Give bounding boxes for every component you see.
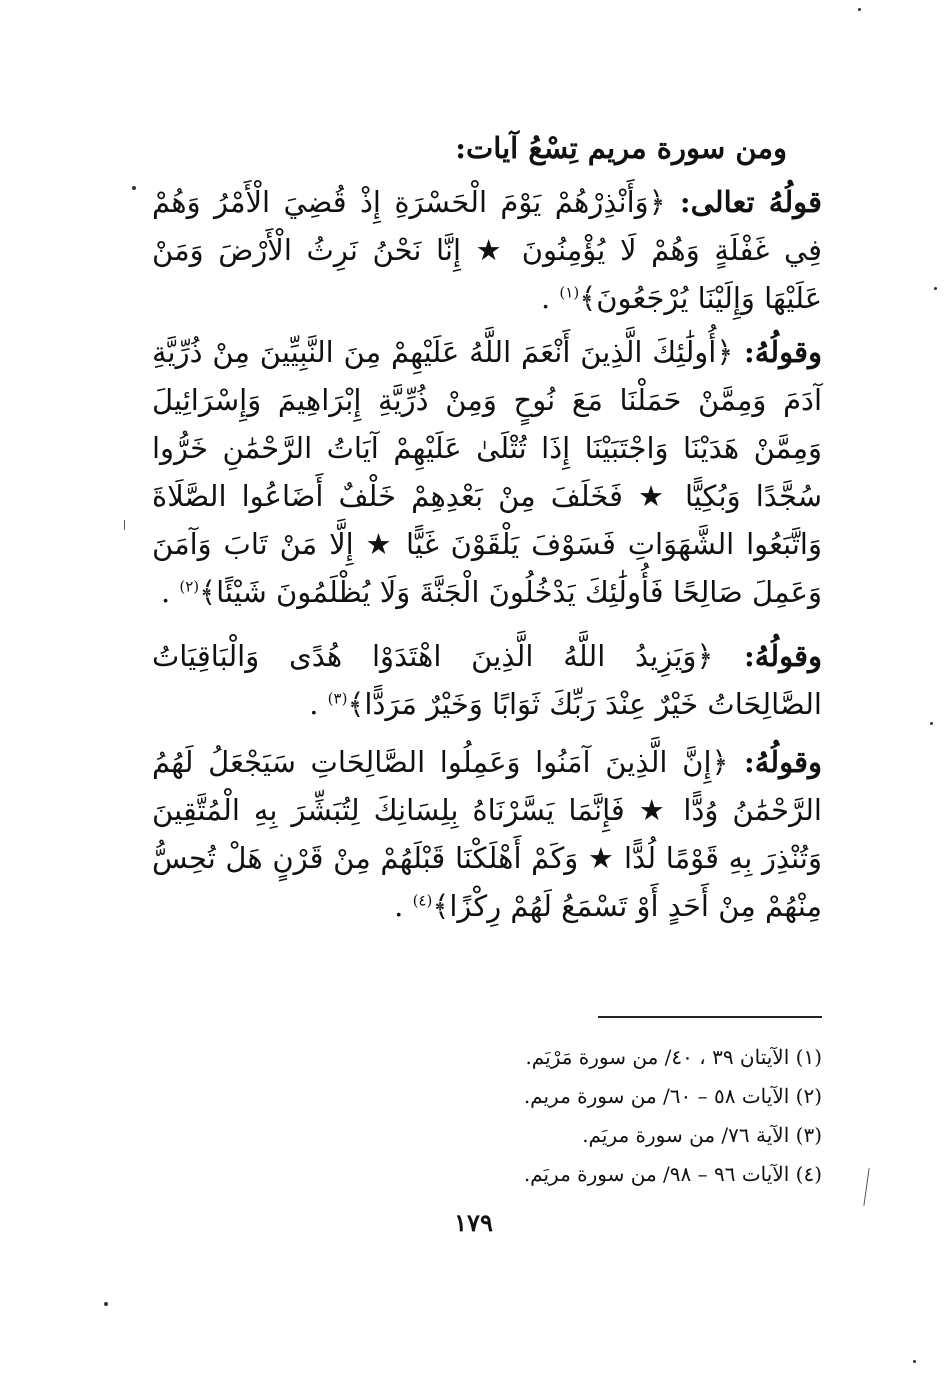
verse-paragraph-2	[152, 328, 822, 616]
scan-scratch	[124, 520, 125, 530]
footnotes	[322, 1038, 822, 1194]
footnote-divider	[598, 1016, 822, 1018]
footnote-reference: (٣)	[327, 689, 348, 708]
scan-speck	[132, 186, 136, 190]
footnote-4: (٤) الآيات ٩٦ – ٩٨/ من سورة مريَم.	[523, 1162, 822, 1186]
scan-speck	[913, 1360, 916, 1363]
scan-speck	[104, 1302, 108, 1306]
quran-verse-text: ﴿وَيَزِيدُ اللَّهُ الَّذِينَ اهْتَدَوْا هُدًى وَالْبَاقِيَاتُ الصَّالِحَاتُ خَيْرٌ عِنْدَ رَبِّكَ ثَوَابًا وَخَيْرٌ مَرَدًّا﴾	[152, 639, 822, 721]
footnote-reference: (٤)	[412, 891, 433, 910]
scan-speck	[934, 287, 937, 290]
verse-paragraph-1	[152, 178, 822, 322]
sentence-end: .	[540, 281, 560, 315]
footnote-3: (٣) الآية ٧٦/ من سورة مريَم.	[582, 1123, 822, 1147]
verse-paragraph-3	[152, 632, 822, 728]
footnote-1: (١) الآيتان ٣٩ ، ٤٠/ من سورة مَرْيَم.	[525, 1045, 822, 1069]
page-number: ١٧٩	[454, 1208, 493, 1237]
quran-verse-text: ﴿إِنَّ الَّذِينَ آمَنُوا وَعَمِلُوا الصَّالِحَاتِ سَيَجْعَلُ لَهُمُ الرَّحْمَٰنُ وُدًّا ★ فَإِنَّمَا يَسَّرْنَاهُ بِلِسَانِكَ لِتُبَشِّرَ بِهِ الْمُتَّقِينَ وَتُنْذِرَ بِهِ قَوْمًا لُدًّا ★ وَكَمْ أَهْلَكْنَا قَبْلَهُمْ مِنْ قَرْنٍ هَلْ تُحِسُّ مِنْهُمْ مِنْ أَحَدٍ أَوْ تَسْمَعُ لَهُمْ رِكْزًا﴾	[152, 745, 822, 923]
section-heading: ومن سورة مريم تِسْعُ آيات:	[455, 131, 787, 165]
scan-speck	[858, 8, 861, 11]
verse-paragraph-4	[152, 738, 822, 930]
footnote-reference: (١)	[559, 283, 580, 302]
scan-speck	[930, 722, 933, 725]
footnote-2: (٢) الآيات ٥٨ – ٦٠/ من سورة مريم.	[523, 1084, 822, 1108]
sentence-end: .	[309, 687, 328, 721]
paragraph-lead: وقولُهُ:	[713, 639, 822, 673]
footnote-reference: (٢)	[179, 577, 200, 596]
paragraph-lead: قولُهُ تعالى:	[665, 185, 823, 219]
quran-verse-text: ﴿أُولَٰئِكَ الَّذِينَ أَنْعَمَ اللَّهُ عَلَيْهِمْ مِنَ النَّبِيِّينَ مِنْ ذُرِّيَّةِ آدَمَ وَمِمَّنْ حَمَلْنَا مَعَ نُوحٍ وَمِنْ ذُرِّيَّةِ إِبْرَاهِيمَ وَإِسْرَائِيلَ وَمِمَّنْ هَدَيْنَا وَاجْتَبَيْنَا إِذَا تُتْلَىٰ عَلَيْهِمْ آيَاتُ الرَّحْمَٰنِ خَرُّوا سُجَّدًا وَبُكِيًّا ★ فَخَلَفَ مِنْ بَعْدِهِمْ خَلْفٌ أَضَاعُوا الصَّلَاةَ وَاتَّبَعُوا الشَّهَوَاتِ فَسَوْفَ يَلْقَوْنَ غَيًّا ★ إِلَّا مَنْ تَابَ وَآمَنَ وَعَمِلَ صَالِحًا فَأُولَٰئِكَ يَدْخُلُونَ الْجَنَّةَ وَلَا يُظْلَمُونَ شَيْئًا﴾	[152, 335, 822, 609]
sentence-end: .	[160, 575, 180, 609]
paragraph-lead: وقولُهُ:	[733, 335, 822, 369]
paragraph-lead: وقولُهُ:	[728, 745, 822, 779]
scan-scratch	[863, 1168, 869, 1206]
quran-verse-text: ﴿وَأَنْذِرْهُمْ يَوْمَ الْحَسْرَةِ إِذْ قُضِيَ الْأَمْرُ وَهُمْ فِي غَفْلَةٍ وَهُمْ لَا يُؤْمِنُونَ ★ إِنَّا نَحْنُ نَرِثُ الْأَرْضَ وَمَنْ عَلَيْهَا وَإِلَيْنَا يُرْجَعُونَ﴾	[152, 185, 822, 315]
sentence-end: .	[394, 889, 413, 923]
